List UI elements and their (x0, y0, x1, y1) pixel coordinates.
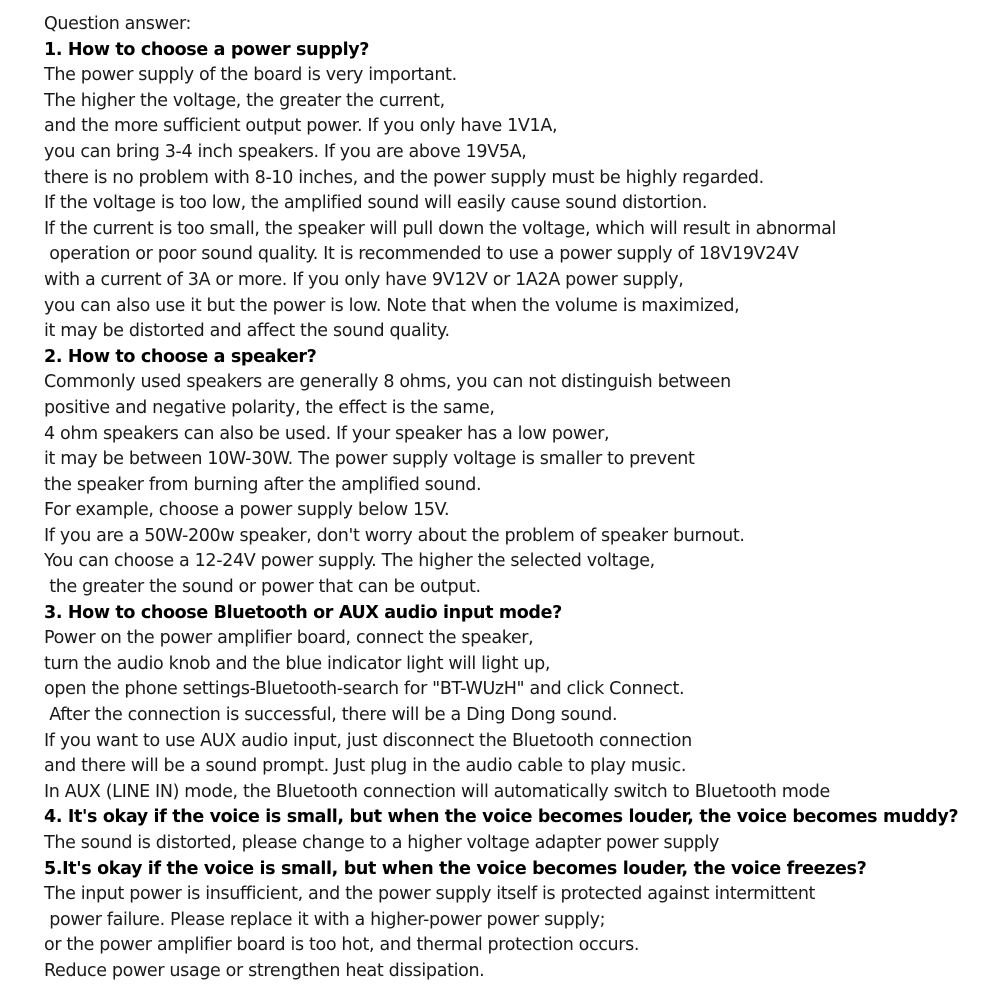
text-line: it may be distorted and affect the sound quality. (44, 321, 450, 342)
text-line: The power supply of the board is very important. (44, 65, 457, 86)
text-line: the speaker from burning after the amplified sound. (44, 474, 482, 495)
text-line: Power on the power amplifier board, connect the speaker, (44, 628, 534, 649)
text-line: If the voltage is too low, the amplified sound will easily cause sound distortion. (44, 193, 708, 214)
text-line: If you want to use AUX audio input, just disconnect the Bluetooth connection (44, 730, 692, 751)
question-heading: 3. How to choose Bluetooth or AUX audio input mode? (44, 602, 562, 623)
text-line: you can also use it but the power is low. Note that when the volume is maximized, (44, 295, 740, 316)
text-line: If you are a 50W-200w speaker, don't worry about the problem of speaker burnout. (44, 525, 745, 546)
text-line: there is no problem with 8-10 inches, and the power supply must be highly regarded. (44, 167, 764, 188)
text-line: For example, choose a power supply below 15V. (44, 500, 450, 521)
text-line: Question answer: (44, 14, 192, 34)
text-line: You can choose a 12-24V power supply. The higher the selected voltage, (44, 551, 655, 572)
question-heading: 4. It's okay if the voice is small, but when the voice becomes louder, the voice becomes muddy? (44, 807, 959, 828)
faq-document (44, 12, 989, 985)
text-line: Reduce power usage or strengthen heat dissipation. (44, 960, 485, 981)
question-heading: 1. How to choose a power supply? (44, 39, 370, 60)
text-line: with a current of 3A or more. If you only have 9V12V or 1A2A power supply, (44, 269, 684, 290)
text-line: operation or poor sound quality. It is recommended to use a power supply of 18V19V24V (44, 244, 799, 265)
text-line: The higher the voltage, the greater the current, (44, 90, 445, 111)
text-line: power failure. Please replace it with a higher-power power supply; (44, 909, 606, 930)
text-line: and there will be a sound prompt. Just plug in the audio cable to play music. (44, 756, 687, 777)
text-line: turn the audio knob and the blue indicator light will light up, (44, 653, 551, 674)
text-line: The input power is insufficient, and the power supply itself is protected against intermittent (44, 884, 816, 905)
text-line: you can bring 3-4 inch speakers. If you are above 19V5A, (44, 141, 527, 162)
text-line: open the phone settings-Bluetooth-search for "BT-WUzH" and click Connect. (44, 679, 685, 700)
question-heading: 2. How to choose a speaker? (44, 346, 317, 367)
text-line: The sound is distorted, please change to a higher voltage adapter power supply (44, 833, 720, 853)
text-line: or the power amplifier board is too hot, and thermal protection occurs. (44, 935, 640, 956)
text-line: and the more sufficient output power. If you only have 1V1A, (44, 116, 558, 137)
text-line: it may be between 10W-30W. The power supply voltage is smaller to prevent (44, 449, 695, 470)
text-line: the greater the sound or power that can be output. (44, 577, 481, 598)
question-heading: 5.It's okay if the voice is small, but when the voice becomes louder, the voice freezes? (44, 858, 867, 879)
text-line: Commonly used speakers are generally 8 ohms, you can not distinguish between (44, 372, 731, 393)
text-line: positive and negative polarity, the effect is the same, (44, 397, 495, 418)
text-line: After the connection is successful, there will be a Ding Dong sound. (44, 705, 618, 726)
text-line: In AUX (LINE IN) mode, the Bluetooth connection will automatically switch to Bluetooth mode (44, 781, 830, 802)
text-line: 4 ohm speakers can also be used. If your speaker has a low power, (44, 423, 610, 444)
text-line: If the current is too small, the speaker will pull down the voltage, which will result in abnormal (44, 218, 836, 239)
